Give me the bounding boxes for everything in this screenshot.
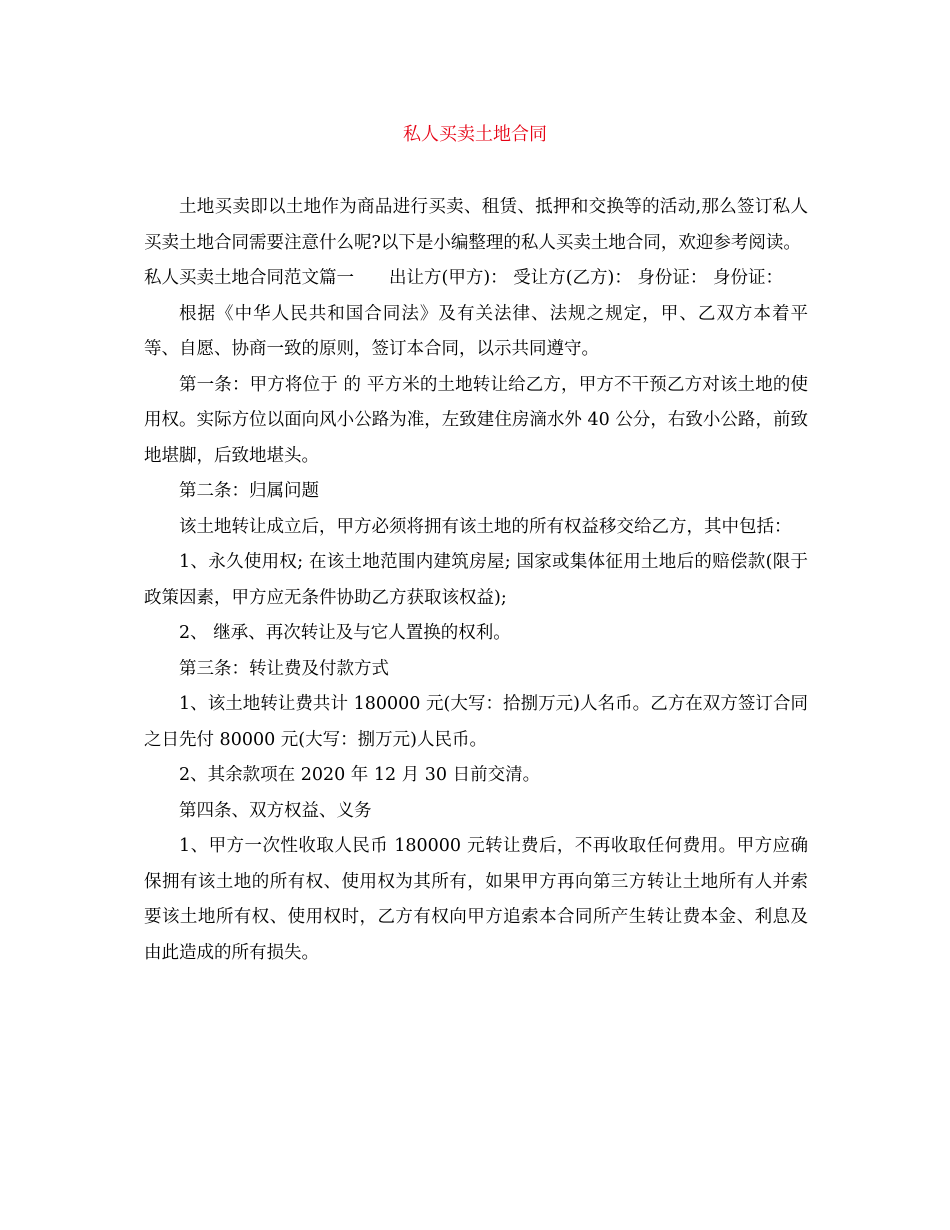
preamble-paragraph: 根据《中华人民共和国合同法》及有关法律、法规之规定，甲、乙双方本着平等、自愿、协商一致的原则，签订本合同，以示共同遵守。	[144, 303, 808, 359]
document-title: 私人买卖土地合同	[403, 124, 547, 145]
document-body	[144, 190, 808, 971]
article-2-paragraph: 该土地转让成立后，甲方必须将拥有该土地的所有权益移交给乙方，其中包括：	[179, 516, 792, 537]
article-4-heading: 第四条、双方权益、义务	[179, 800, 372, 821]
article-4-item-1: 1、甲方一次性收取人民币 180000 元转让费后，不再收取任何费用。甲方应确保拥有该土地的所有权、使用权为其所有，如果甲方再向第三方转让土地所有人并索要该土地所有权、使用权时，乙方有权向甲方追索本合同所产生转让费本金、利息及由此造成的所有损失。	[144, 836, 808, 963]
article-2-heading: 第二条：归属问题	[179, 481, 319, 501]
article-3-item-2: 2、其余款项在 2020 年 12 月 30 日前交清。	[179, 765, 541, 785]
intro-paragraph: 土地买卖即以土地作为商品进行买卖、租赁、抵押和交换等的活动,那么签订私人买卖土地合同需要注意什么呢?以下是小编整理的私人买卖土地合同，欢迎参考阅读。	[144, 197, 808, 253]
parties-line: 私人买卖土地合同范文篇一 出让方(甲方)： 受让方(乙方)： 身份证： 身份证：	[144, 268, 783, 288]
article-2-item-1: 1、永久使用权; 在该土地范围内建筑房屋; 国家或集体征用土地后的赔偿款(限于政策因素，甲方应无条件协助乙方获取该权益);	[144, 552, 808, 608]
article-3-item-1: 1、该土地转让费共计 180000 元(大写：拾捌万元)人名币。乙方在双方签订合同之日先付 80000 元(大写：捌万元)人民币。	[144, 694, 808, 750]
article-3-heading: 第三条：转让费及付款方式	[179, 658, 389, 679]
article-1-paragraph: 第一条：甲方将位于 的 平方米的土地转让给乙方，甲方不干预乙方对该土地的使用权。实际方位以面向风小公路为准，左致建住房滴水外 40 公分，右致小公路，前致地堪脚，后致地堪头。	[144, 374, 808, 466]
article-2-item-2: 2、 继承、再次转让及与它人置换的权利。	[179, 623, 511, 643]
